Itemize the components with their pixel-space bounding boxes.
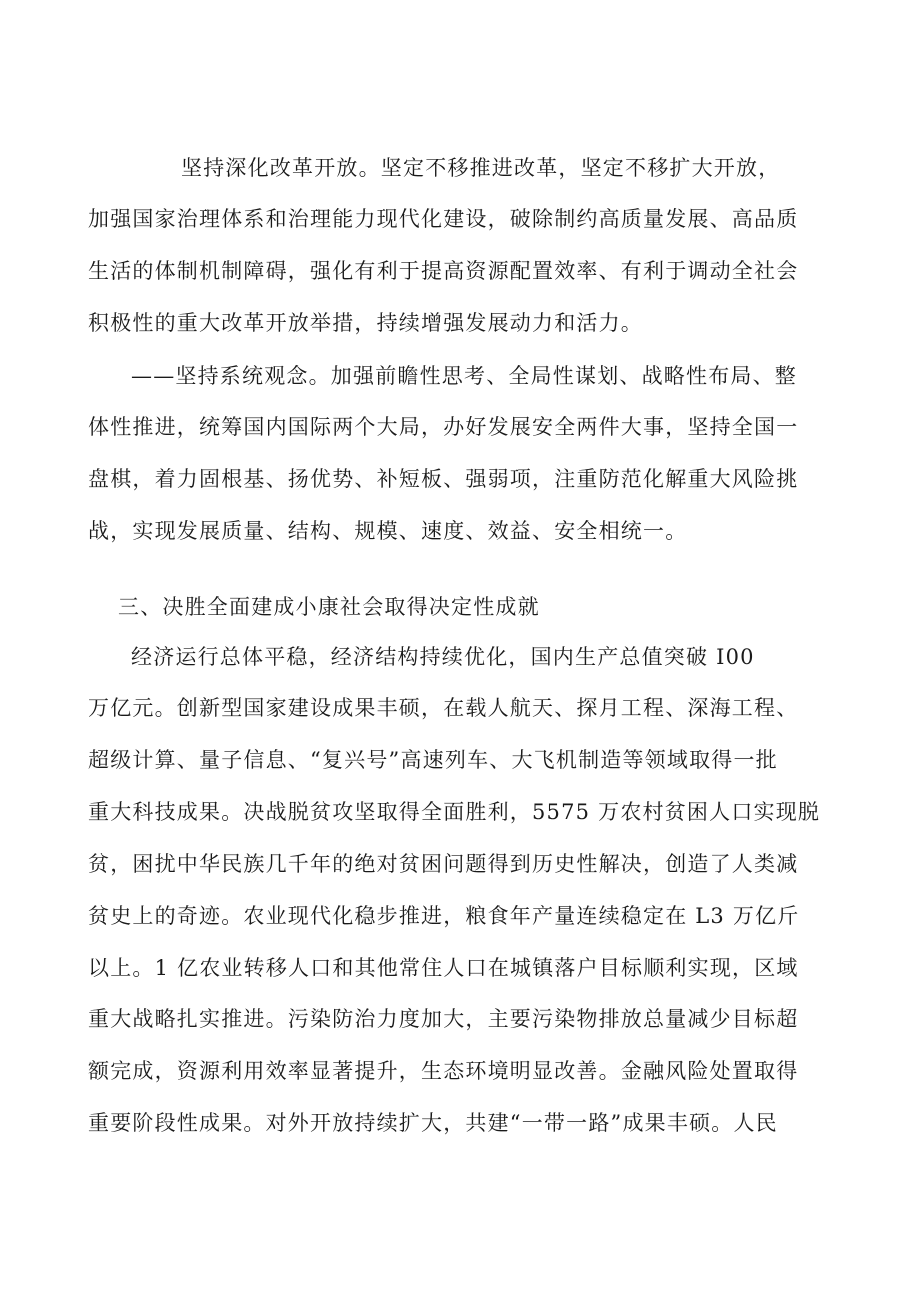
paragraph-3-line-2: 万亿元。创新型国家建设成果丰硕，在载人航天、探月工程、深海工程、 [88, 696, 799, 720]
paragraph-1-line-2: 加强国家治理体系和治理能力现代化建设，破除制约高质量发展、高品质 [88, 207, 799, 231]
paragraph-3-line-9: 额完成，资源利用效率显著提升，生态环境明显改善。金融风险处置取得 [88, 1059, 799, 1083]
paragraph-2-line-3: 盘棋，着力固根基、扬优势、补短板、强弱项，注重防范化解重大风险挑 [88, 467, 799, 491]
paragraph-1-line-4: 积极性的重大改革开放举措，持续增强发展动力和活力。 [88, 311, 643, 335]
paragraph-3-line-10: 重要阶段性成果。对外开放持续扩大，共建“一带一路”成果丰硕。人民 [88, 1111, 778, 1135]
paragraph-2-line-4: 战，实现发展质量、结构、规模、速度、效益、安全相统一。 [88, 519, 688, 543]
paragraph-3-line-8: 重大战略扎实推进。污染防治力度加大，主要污染物排放总量减少目标超 [88, 1007, 799, 1031]
paragraph-3-line-7: 以上。1 亿农业转移人口和其他常住人口在城镇落户目标顺利实现，区域 [88, 956, 799, 980]
paragraph-3-line-5: 贫，困扰中华民族几千年的绝对贫困问题得到历史性解决，创造了人类减 [88, 852, 799, 876]
paragraph-1-line-3: 生活的体制机制障碍，强化有利于提高资源配置效率、有利于调动全社会 [88, 259, 799, 283]
paragraph-1-line-1: 坚持深化改革开放。坚定不移推进改革，坚定不移扩大开放， [181, 156, 781, 180]
paragraph-3-line-4: 重大科技成果。决战脱贫攻坚取得全面胜利，5575 万农村贫困人口实现脱 [88, 800, 821, 824]
paragraph-3-line-6: 贫史上的奇迹。农业现代化稳步推进，粮食年产量连续稳定在 L3 万亿斤 [88, 904, 800, 928]
paragraph-2-line-2: 体性推进，统筹国内国际两个大局，办好发展安全两件大事，坚持全国一 [88, 415, 799, 439]
paragraph-2-line-1: ——坚持系统观念。加强前瞻性思考、全局性谋划、战略性布局、整 [131, 364, 797, 388]
paragraph-3-line-3: 超级计算、量子信息、“复兴号”高速列车、大飞机制造等领域取得一批 [88, 748, 778, 772]
paragraph-3-line-1: 经济运行总体平稳，经济结构持续优化，国内生产总值突破 I00 [131, 645, 755, 669]
section-heading: 三、决胜全面建成小康社会取得决定性成就 [118, 595, 540, 619]
